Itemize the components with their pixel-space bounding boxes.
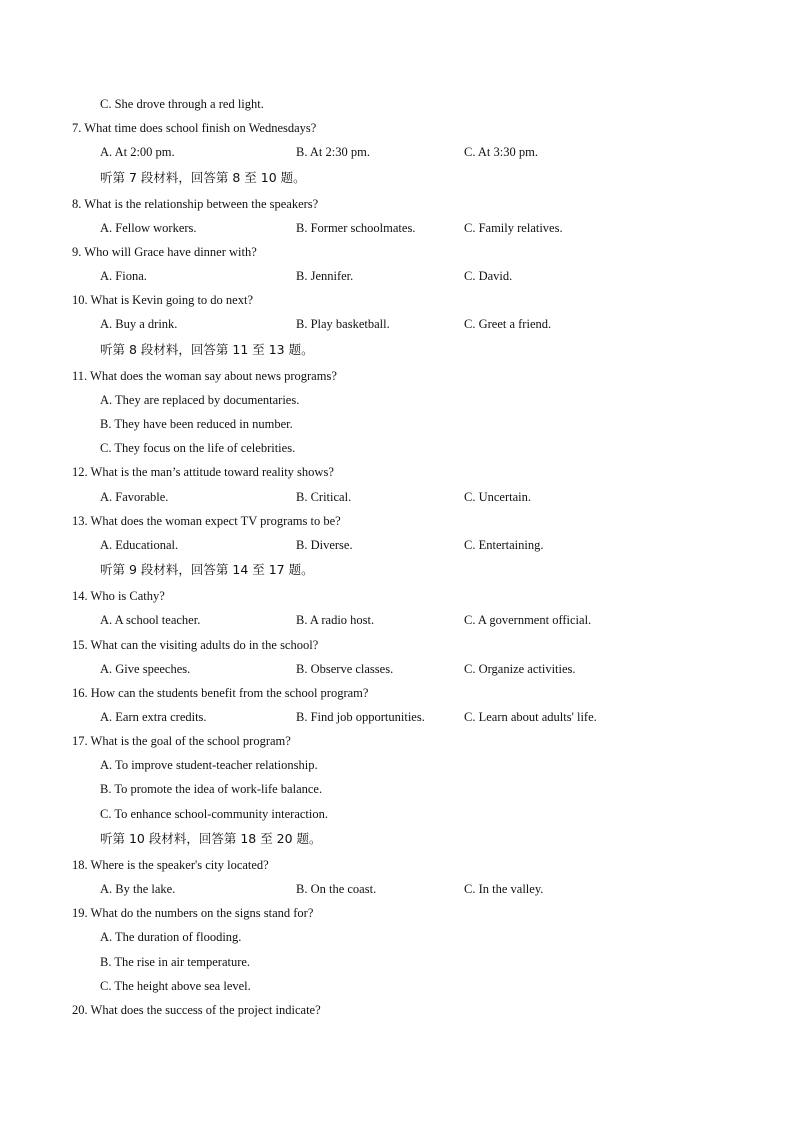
option-a: A. Give speeches. [100, 662, 191, 676]
option-c: C. Organize activities. [464, 662, 576, 676]
option-a: A. Fiona. [100, 269, 147, 283]
question-text: 17. What is the goal of the school program? [72, 734, 291, 748]
option-a: A. Favorable. [100, 490, 169, 504]
option-c: C. Uncertain. [464, 490, 531, 504]
option: B. They have been reduced in number. [100, 417, 293, 431]
option-c: C. Entertaining. [464, 538, 544, 552]
option: C. The height above sea level. [100, 979, 251, 993]
section-instruction: 听第 9 段材料，回答第 14 至 17 题。 [100, 562, 314, 577]
option-c: C. A government official. [464, 613, 592, 627]
option-c: C. Greet a friend. [464, 317, 552, 331]
option-b: B. Former schoolmates. [296, 221, 416, 235]
option-b: B. Observe classes. [296, 662, 394, 676]
option-c: C. David. [464, 269, 513, 283]
question-text: 11. What does the woman say about news programs? [72, 369, 337, 383]
question-text: 14. Who is Cathy? [72, 589, 165, 603]
option-b: B. At 2:30 pm. [296, 145, 370, 159]
question-text: 7. What time does school finish on Wednesdays? [72, 121, 317, 135]
question-text: 18. Where is the speaker's city located? [72, 858, 269, 872]
option: A. The duration of flooding. [100, 930, 242, 944]
option: C. She drove through a red light. [100, 97, 264, 111]
option-b: B. Find job opportunities. [296, 710, 425, 724]
option: A. To improve student-teacher relationship. [100, 758, 318, 772]
question-text: 16. How can the students benefit from the school program? [72, 686, 369, 700]
question-text: 10. What is Kevin going to do next? [72, 293, 253, 307]
option-a: A. Buy a drink. [100, 317, 178, 331]
section-instruction: 听第 7 段材料，回答第 8 至 10 题。 [100, 170, 306, 185]
option: B. The rise in air temperature. [100, 955, 251, 969]
option-b: B. Critical. [296, 490, 352, 504]
option: C. They focus on the life of celebrities. [100, 441, 296, 455]
option: B. To promote the idea of work-life balance. [100, 782, 323, 796]
section-instruction: 听第 8 段材料，回答第 11 至 13 题。 [100, 342, 314, 357]
option-a: A. Earn extra credits. [100, 710, 207, 724]
question-text: 19. What do the numbers on the signs stand for? [72, 906, 314, 920]
option-c: C. Learn about adults' life. [464, 710, 597, 724]
question-text: 13. What does the woman expect TV programs to be? [72, 514, 341, 528]
option-c: C. Family relatives. [464, 221, 563, 235]
question-text: 20. What does the success of the project indicate? [72, 1003, 321, 1017]
option-b: B. Play basketball. [296, 317, 390, 331]
option-a: A. By the lake. [100, 882, 176, 896]
option-b: B. A radio host. [296, 613, 375, 627]
option-a: A. Educational. [100, 538, 179, 552]
option-a: A. At 2:00 pm. [100, 145, 175, 159]
option: A. They are replaced by documentaries. [100, 393, 300, 407]
option-a: A. A school teacher. [100, 613, 201, 627]
option-b: B. On the coast. [296, 882, 377, 896]
option-b: B. Jennifer. [296, 269, 354, 283]
option-a: A. Fellow workers. [100, 221, 197, 235]
option: C. To enhance school-community interaction. [100, 807, 329, 821]
question-text: 15. What can the visiting adults do in the school? [72, 638, 319, 652]
section-instruction: 听第 10 段材料，回答第 18 至 20 题。 [100, 831, 322, 846]
option-b: B. Diverse. [296, 538, 353, 552]
question-text: 9. Who will Grace have dinner with? [72, 245, 257, 259]
question-text: 12. What is the man’s attitude toward reality shows? [72, 465, 334, 479]
option-c: C. In the valley. [464, 882, 544, 896]
option-c: C. At 3:30 pm. [464, 145, 538, 159]
question-text: 8. What is the relationship between the speakers? [72, 197, 319, 211]
